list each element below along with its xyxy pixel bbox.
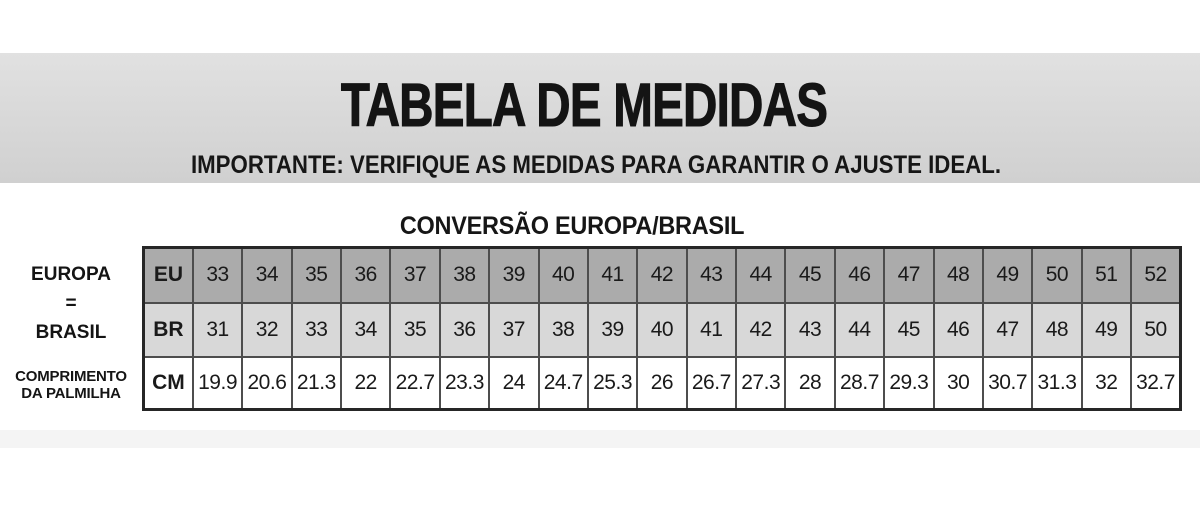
page-title: TABELA DE MEDIDAS <box>340 71 828 139</box>
table-cell-br-13: 44 <box>835 303 884 357</box>
conversion-table-body <box>144 248 1181 410</box>
equals-sign: = <box>65 293 77 314</box>
europa-label: EUROPA <box>31 264 111 285</box>
table-cell-br-5: 36 <box>440 303 489 357</box>
table-cell-cm-3: 22 <box>341 357 390 410</box>
table-cell-eu-0: 33 <box>193 248 242 303</box>
table-cell-cm-8: 25.3 <box>588 357 637 410</box>
table-row-br <box>144 303 1181 357</box>
table-cell-br-16: 47 <box>983 303 1032 357</box>
row-label-br: BR <box>144 303 193 357</box>
table-cell-br-9: 40 <box>637 303 686 357</box>
table-cell-br-15: 46 <box>934 303 983 357</box>
table-cell-eu-1: 34 <box>242 248 291 303</box>
table-cell-eu-5: 38 <box>440 248 489 303</box>
table-cell-br-12: 43 <box>785 303 834 357</box>
footer-divider-band <box>0 430 1200 448</box>
section-heading: CONVERSÃO EUROPA/BRASIL <box>399 212 745 240</box>
table-cell-br-19: 50 <box>1131 303 1181 357</box>
table-cell-cm-15: 30 <box>934 357 983 410</box>
row-label-cm: CM <box>144 357 193 410</box>
table-cell-br-8: 39 <box>588 303 637 357</box>
table-row-eu <box>144 248 1181 303</box>
table-cell-eu-18: 51 <box>1082 248 1131 303</box>
table-cell-eu-19: 52 <box>1131 248 1181 303</box>
table-cell-eu-17: 50 <box>1032 248 1081 303</box>
table-cell-eu-4: 37 <box>390 248 439 303</box>
table-cell-cm-18: 32 <box>1082 357 1131 410</box>
brasil-label: BRASIL <box>35 322 107 343</box>
table-cell-eu-11: 44 <box>736 248 785 303</box>
table-cell-cm-16: 30.7 <box>983 357 1032 410</box>
table-cell-br-0: 31 <box>193 303 242 357</box>
table-cell-eu-16: 49 <box>983 248 1032 303</box>
conversion-table <box>142 246 1182 411</box>
table-cell-br-10: 41 <box>687 303 736 357</box>
table-cell-cm-9: 26 <box>637 357 686 410</box>
table-cell-cm-2: 21.3 <box>292 357 341 410</box>
table-row-cm <box>144 357 1181 410</box>
table-cell-cm-17: 31.3 <box>1032 357 1081 410</box>
table-cell-eu-3: 36 <box>341 248 390 303</box>
table-cell-cm-5: 23.3 <box>440 357 489 410</box>
row-label-eu: EU <box>144 248 193 303</box>
table-cell-cm-7: 24.7 <box>539 357 588 410</box>
page-subtitle: IMPORTANTE: VERIFIQUE AS MEDIDAS PARA GARANTIR O AJUSTE IDEAL. <box>190 151 1002 179</box>
table-cell-eu-9: 42 <box>637 248 686 303</box>
table-cell-eu-2: 35 <box>292 248 341 303</box>
table-cell-cm-1: 20.6 <box>242 357 291 410</box>
table-cell-eu-6: 39 <box>489 248 538 303</box>
side-label-europa-brasil <box>0 249 142 358</box>
table-cell-br-6: 37 <box>489 303 538 357</box>
table-cell-eu-10: 43 <box>687 248 736 303</box>
table-cell-cm-6: 24 <box>489 357 538 410</box>
table-cell-br-11: 42 <box>736 303 785 357</box>
table-cell-eu-14: 47 <box>884 248 933 303</box>
table-cell-eu-8: 41 <box>588 248 637 303</box>
table-cell-cm-13: 28.7 <box>835 357 884 410</box>
table-cell-eu-15: 48 <box>934 248 983 303</box>
table-cell-eu-7: 40 <box>539 248 588 303</box>
table-cell-br-17: 48 <box>1032 303 1081 357</box>
table-cell-br-3: 34 <box>341 303 390 357</box>
table-cell-br-7: 38 <box>539 303 588 357</box>
table-cell-cm-4: 22.7 <box>390 357 439 410</box>
table-cell-cm-10: 26.7 <box>687 357 736 410</box>
table-cell-br-18: 49 <box>1082 303 1131 357</box>
table-cell-cm-11: 27.3 <box>736 357 785 410</box>
table-cell-eu-13: 46 <box>835 248 884 303</box>
table-cell-br-1: 32 <box>242 303 291 357</box>
table-cell-br-2: 33 <box>292 303 341 357</box>
table-cell-br-14: 45 <box>884 303 933 357</box>
comprimento-line1: COMPRIMENTO <box>15 367 127 385</box>
header-banner <box>0 53 1200 183</box>
table-cell-cm-0: 19.9 <box>193 357 242 410</box>
table-cell-cm-14: 29.3 <box>884 357 933 410</box>
comprimento-line2: DA PALMILHA <box>21 384 121 402</box>
table-cell-eu-12: 45 <box>785 248 834 303</box>
table-cell-br-4: 35 <box>390 303 439 357</box>
side-label-comprimento <box>0 358 142 411</box>
table-cell-cm-12: 28 <box>785 357 834 410</box>
table-cell-cm-19: 32.7 <box>1131 357 1181 410</box>
